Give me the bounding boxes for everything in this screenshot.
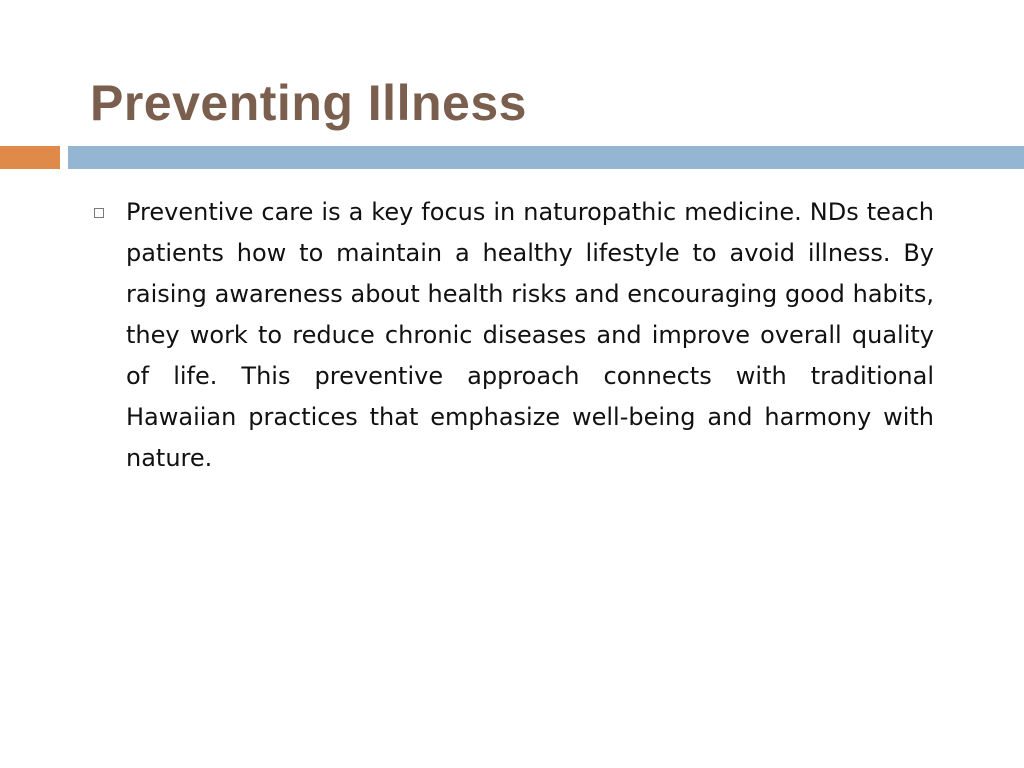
- slide-title: Preventing Illness: [90, 75, 527, 131]
- bullet-item: [92, 192, 934, 479]
- hollow-square-bullet-icon: [94, 208, 104, 218]
- accent-bar-blue: [68, 146, 1024, 169]
- accent-bar-orange: [0, 146, 60, 169]
- bullet-list: [92, 192, 934, 479]
- bullet-text: Preventive care is a key focus in naturopathic medicine. NDs teach patients how to maintain a healthy lifestyle to avoid illness. By raising awareness about health risks and encouraging good habits, they work to reduce chronic diseases and improve overall quality of life. This preventive approach connects with traditional Hawaiian practices that emphasize well-being and harmony with nature.: [126, 198, 934, 472]
